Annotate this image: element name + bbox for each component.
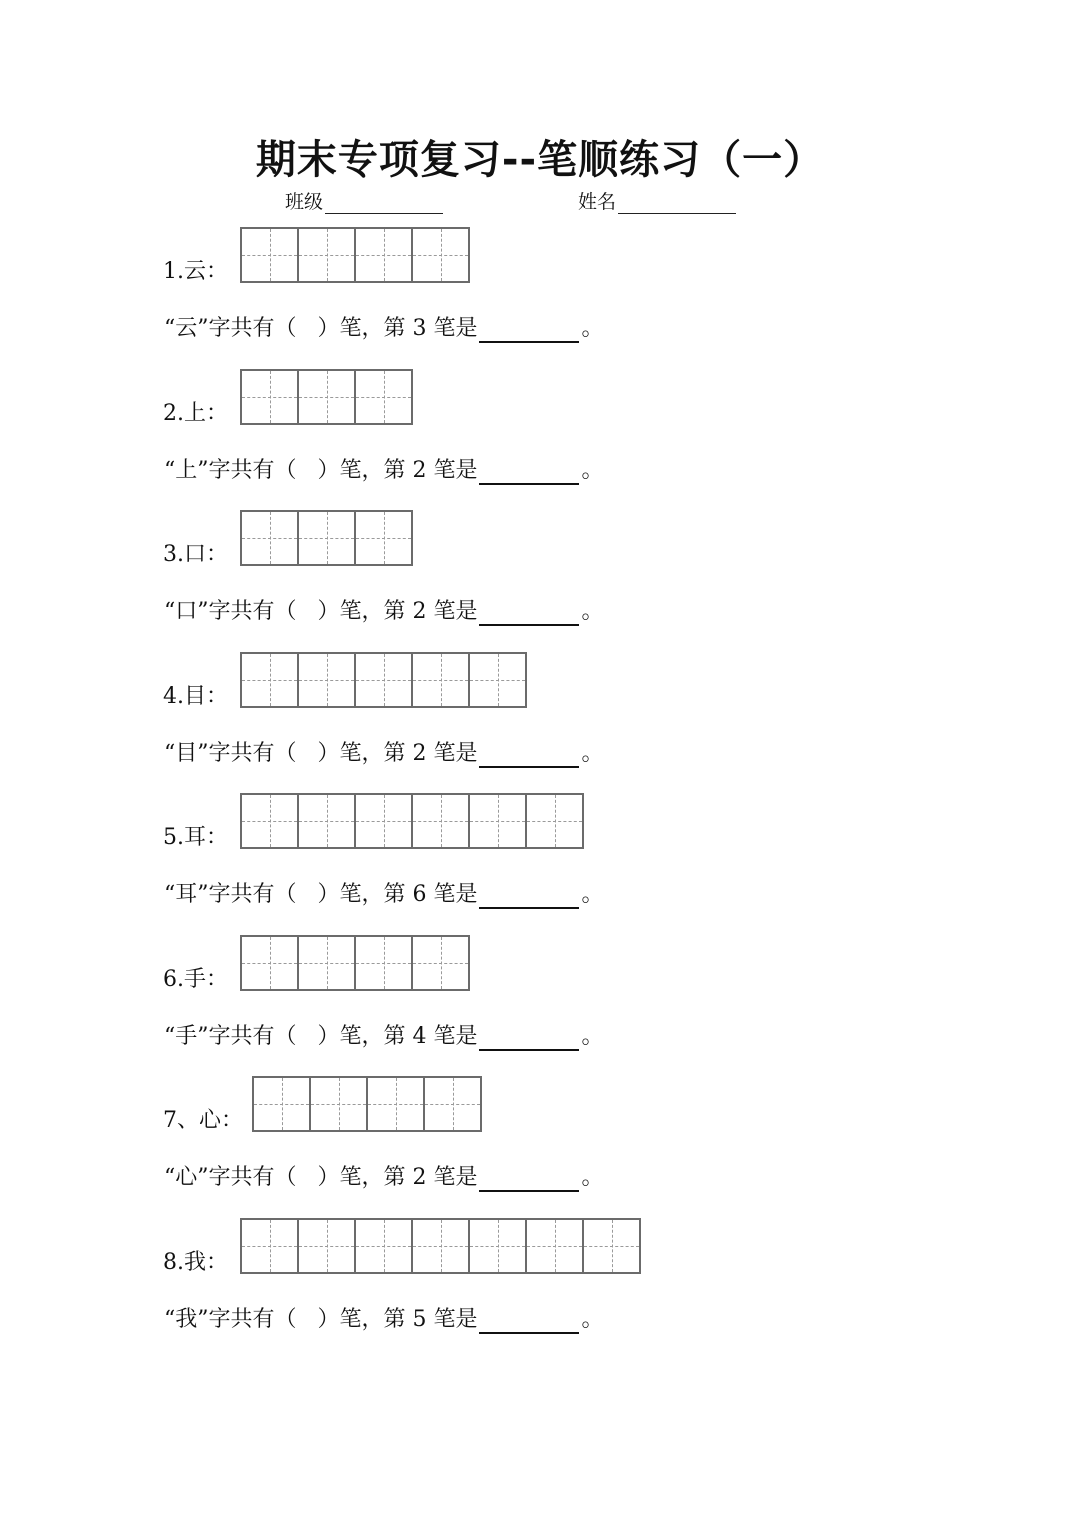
name-label: 姓名 <box>578 191 617 213</box>
writing-grid <box>240 1218 641 1274</box>
exercise-label: 1.云： <box>163 259 228 284</box>
writing-cell[interactable] <box>299 1218 356 1274</box>
writing-cell[interactable] <box>242 1218 299 1274</box>
stroke-question <box>164 1164 603 1192</box>
exercise-label: 7、心： <box>163 1108 243 1133</box>
writing-cell[interactable] <box>527 793 584 849</box>
writing-cell[interactable] <box>356 793 413 849</box>
stroke-question <box>164 598 603 626</box>
writing-cell[interactable] <box>299 793 356 849</box>
name-field <box>578 190 736 214</box>
question-end: 。 <box>581 458 604 483</box>
writing-cell[interactable] <box>413 793 470 849</box>
writing-cell[interactable] <box>413 935 470 991</box>
writing-cell[interactable] <box>470 652 527 708</box>
writing-cell[interactable] <box>413 227 470 283</box>
writing-grid <box>240 793 584 849</box>
writing-cell[interactable] <box>584 1218 641 1274</box>
writing-cell[interactable] <box>242 935 299 991</box>
answer-blank[interactable] <box>479 1027 579 1051</box>
question-text: “心”字共有（ ）笔，第 2 笔是 <box>164 1165 478 1190</box>
question-text: “云”字共有（ ）笔，第 3 笔是 <box>164 316 478 341</box>
writing-cell[interactable] <box>254 1076 311 1132</box>
stroke-question <box>164 881 603 909</box>
writing-cell[interactable] <box>356 652 413 708</box>
page-title: 期末专项复习--笔顺练习（一） <box>255 137 825 183</box>
writing-cell[interactable] <box>413 1218 470 1274</box>
writing-cell[interactable] <box>242 652 299 708</box>
question-text: “耳”字共有（ ）笔，第 6 笔是 <box>164 882 478 907</box>
exercise-label: 6.手： <box>163 967 228 992</box>
stroke-question <box>164 457 603 485</box>
question-end: 。 <box>581 741 604 766</box>
answer-blank[interactable] <box>479 319 579 343</box>
writing-cell[interactable] <box>356 935 413 991</box>
class-blank[interactable] <box>325 193 443 214</box>
writing-grid <box>240 227 470 283</box>
name-blank[interactable] <box>618 193 736 214</box>
exercise-label: 8.我： <box>163 1250 228 1275</box>
answer-blank[interactable] <box>479 461 579 485</box>
question-text: “口”字共有（ ）笔，第 2 笔是 <box>164 599 478 624</box>
writing-cell[interactable] <box>356 1218 413 1274</box>
question-text: “目”字共有（ ）笔，第 2 笔是 <box>164 741 478 766</box>
question-end: 。 <box>581 316 604 341</box>
writing-cell[interactable] <box>356 510 413 566</box>
question-text: “上”字共有（ ）笔，第 2 笔是 <box>164 458 478 483</box>
question-text: “手”字共有（ ）笔，第 4 笔是 <box>164 1024 478 1049</box>
writing-cell[interactable] <box>242 510 299 566</box>
writing-cell[interactable] <box>242 793 299 849</box>
class-field <box>285 190 443 214</box>
writing-grid <box>240 510 413 566</box>
stroke-question <box>164 1306 603 1334</box>
exercise-label: 2.上： <box>163 401 228 426</box>
writing-cell[interactable] <box>356 227 413 283</box>
writing-cell[interactable] <box>299 652 356 708</box>
writing-cell[interactable] <box>242 227 299 283</box>
writing-grid <box>252 1076 482 1132</box>
writing-cell[interactable] <box>470 793 527 849</box>
answer-blank[interactable] <box>479 744 579 768</box>
writing-cell[interactable] <box>470 1218 527 1274</box>
stroke-question <box>164 315 603 343</box>
writing-cell[interactable] <box>425 1076 482 1132</box>
answer-blank[interactable] <box>479 1310 579 1334</box>
writing-cell[interactable] <box>242 369 299 425</box>
writing-grid <box>240 935 470 991</box>
question-end: 。 <box>581 1307 604 1332</box>
answer-blank[interactable] <box>479 602 579 626</box>
question-end: 。 <box>581 1024 604 1049</box>
writing-grid <box>240 652 527 708</box>
question-text: “我”字共有（ ）笔，第 5 笔是 <box>164 1307 478 1332</box>
writing-grid <box>240 369 413 425</box>
exercise-label: 4.目： <box>163 684 228 709</box>
exercise-label: 3.口： <box>163 542 228 567</box>
writing-cell[interactable] <box>368 1076 425 1132</box>
answer-blank[interactable] <box>479 1168 579 1192</box>
class-label: 班级 <box>285 191 324 213</box>
writing-cell[interactable] <box>299 935 356 991</box>
answer-blank[interactable] <box>479 885 579 909</box>
exercise-label: 5.耳： <box>163 825 228 850</box>
stroke-question <box>164 1023 603 1051</box>
question-end: 。 <box>581 882 604 907</box>
writing-cell[interactable] <box>311 1076 368 1132</box>
writing-cell[interactable] <box>299 510 356 566</box>
writing-cell[interactable] <box>299 369 356 425</box>
question-end: 。 <box>581 1165 604 1190</box>
stroke-question <box>164 740 603 768</box>
writing-cell[interactable] <box>413 652 470 708</box>
writing-cell[interactable] <box>356 369 413 425</box>
writing-cell[interactable] <box>527 1218 584 1274</box>
writing-cell[interactable] <box>299 227 356 283</box>
question-end: 。 <box>581 599 604 624</box>
